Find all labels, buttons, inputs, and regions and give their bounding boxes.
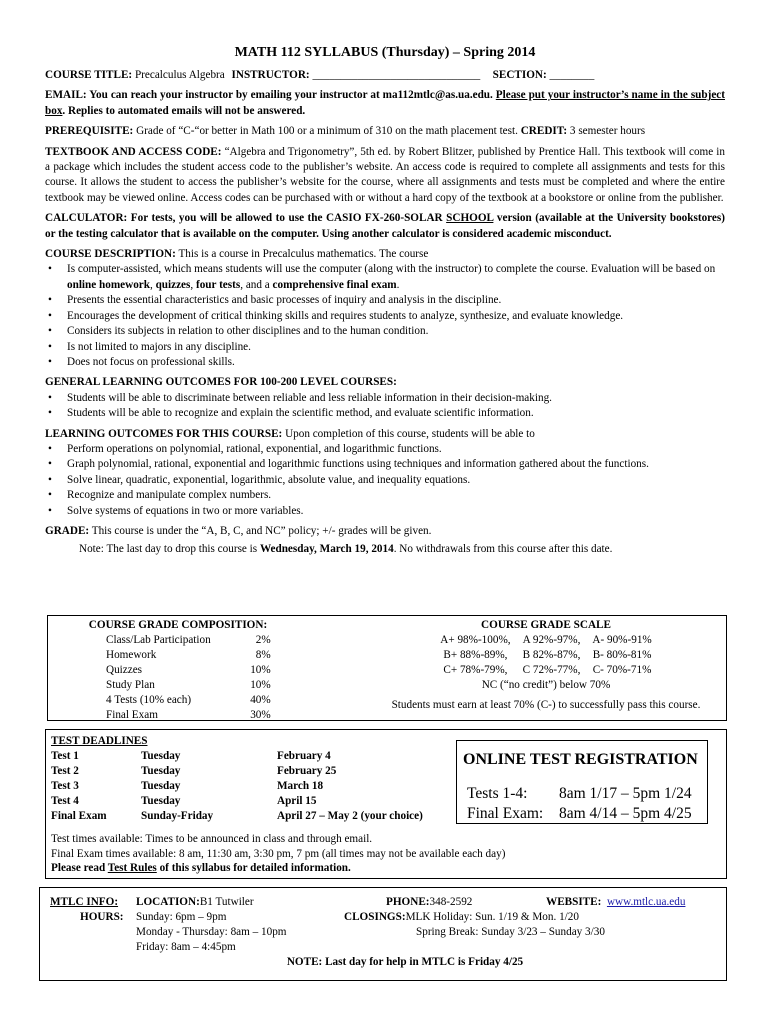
course-info-line [45, 68, 725, 83]
closings-mlk: MLK Holiday: Sun. 1/19 & Mon. 1/20 [405, 911, 579, 923]
list-item: • Solve systems of equations in two or more variables. [45, 504, 725, 519]
mtlc-row-1 [50, 895, 720, 910]
grade-label: GRADE: [45, 524, 90, 537]
prerequisite-text: Grade of “C-“or better in Math 100 or a minimum of 310 on the math placement test. [133, 125, 521, 138]
table-row: Class/Lab Participation 2% [106, 634, 271, 647]
list-item: • Is computer-assisted, which means students will use the computer (along with the instructor) to complete the course. Evaluation will be based on online homework, quizzes, four tests, and a comprehensive final exam. [45, 262, 725, 293]
online-test-registration [456, 740, 708, 824]
page-title: MATH 112 SYLLABUS (Thursday) – Spring 2014 [234, 45, 536, 60]
test-deadlines-box [45, 729, 727, 879]
prerequisite-label: PREREQUISITE: [45, 125, 134, 138]
test-rules-line: Please read Test Rules of this syllabus for detailed information. [51, 862, 351, 874]
table-row: 4 Tests (10% each) 40% [106, 694, 271, 707]
course-outcomes-intro: Upon completion of this course, students will be able to [282, 427, 535, 440]
mtlc-row-4 [50, 940, 720, 955]
location-label: LOCATION: [136, 896, 200, 908]
hours-sunday: Sunday: 6pm – 9pm [136, 911, 227, 923]
grade-policy [45, 524, 725, 539]
list-item: • Solve linear, quadratic, exponential, logarithmic, absolute value, and inequality equations. [45, 473, 725, 488]
list-item: • Students will be able to discriminate between reliable and less reliable information in their decision-making. [45, 391, 725, 406]
section-label: SECTION: [492, 69, 547, 81]
table-row: Test 2 Tuesday February 25 [51, 765, 337, 777]
credit-label: CREDIT: [520, 125, 568, 138]
drop-date: Wednesday, March 19, 2014 [259, 543, 394, 556]
description-list [45, 262, 725, 370]
table-row: Test 1 Tuesday February 4 [51, 750, 331, 762]
phone: 348-2592 [429, 896, 473, 908]
list-item: • Perform operations on polynomial, rational, exponential, and logarithmic functions. [45, 442, 725, 457]
table-row: B+ 88%-89%, B 82%-87%, B- 80%-81% [443, 649, 652, 662]
credit-text: 3 semester hours [567, 125, 646, 138]
list-item: • Does not focus on professional skills. [45, 355, 725, 370]
grade-scale [366, 618, 726, 713]
composition-table [106, 633, 271, 721]
calculator-paragraph [45, 211, 725, 242]
list-item: • Encourages the development of critical thinking skills and requires students to analyze, synthesize, and evaluate knowledge. [45, 309, 725, 324]
table-row: Final Exam Sunday-Friday April 27 – May 2 (your choice) [51, 810, 423, 822]
instructor-label: INSTRUCTOR: [231, 69, 310, 81]
table-row: Final Exam 30% [106, 709, 271, 721]
table-row: Study Plan 10% [106, 679, 271, 692]
mtlc-row-2 [50, 910, 720, 925]
section-blank: ________ [549, 69, 595, 81]
grade-composition [58, 618, 358, 721]
list-item: • Considers its subjects in relation to other disciplines and to the human condition. [45, 324, 725, 339]
deadlines-table [51, 749, 423, 824]
website-link[interactable]: www.mtlc.ua.edu [606, 896, 686, 908]
table-row: Test 3 Tuesday March 18 [51, 780, 324, 792]
composition-heading: COURSE GRADE COMPOSITION: [88, 619, 268, 631]
general-outcomes [45, 375, 725, 421]
registration-tests-row: Tests 1-4: 8am 1/17 – 5pm 1/24 [467, 785, 692, 802]
syllabus-page [45, 44, 725, 562]
email-subject-instruction: Please put your instructor’s name in the subject box [45, 89, 726, 117]
grade-text: This course is under the “A, B, C, and NC” policy; +/- grades will be given. [89, 524, 432, 537]
mtlc-last-day-note: NOTE: Last day for help in MTLC is Friday 4/25 [286, 956, 524, 968]
test-rules-link[interactable]: Test Rules [107, 862, 157, 874]
drop-note: Note: The last day to drop this course is Wednesday, March 19, 2014. No withdrawals from this course after this date. [79, 543, 613, 556]
test-times [51, 832, 505, 876]
location: B1 Tutwiler [199, 896, 254, 908]
course-title-label: COURSE TITLE: [45, 69, 133, 81]
table-row: C+ 78%-79%, C 72%-77%, C- 70%-71% [443, 664, 652, 677]
nc-line: NC (“no credit”) below 70% [481, 679, 611, 692]
registration-final-row: Final Exam: 8am 4/14 – 5pm 4/25 [467, 805, 692, 822]
course-outcomes [45, 427, 725, 519]
scale-table [434, 633, 657, 678]
closings-spring-break: Spring Break: Sunday 3/23 – Sunday 3/30 [416, 926, 605, 938]
list-item: • Is not limited to majors in any discipline. [45, 340, 725, 355]
list-item: • Recognize and manipulate complex numbers. [45, 488, 725, 503]
description-label: COURSE DESCRIPTION: [45, 248, 176, 261]
mtlc-info-box [39, 887, 727, 981]
table-row: A+ 98%-100%, A 92%-97%, A- 90%-91% [440, 634, 652, 647]
course-title: Precalculus Algebra [134, 69, 225, 81]
textbook-paragraph [45, 145, 725, 207]
mtlc-row-3 [50, 925, 720, 940]
calculator-school: SCHOOL [446, 212, 494, 225]
pass-requirement: Students must earn at least 70% (C-) to successfully pass this course. [391, 698, 701, 711]
prerequisite-paragraph [45, 124, 725, 139]
email-rest: . Replies to automated emails will not be answered. [62, 104, 306, 117]
test-times-line: Test times available: Times to be announced in class and through email. [51, 833, 373, 845]
list-item: • Students will be able to recognize and explain the scientific method, and evaluate scientific information. [45, 406, 725, 421]
mtlc-info-label: MTLC INFO: [50, 896, 119, 908]
course-outcomes-label: LEARNING OUTCOMES FOR THIS COURSE: [45, 427, 283, 440]
closings-label: CLOSINGS: [344, 911, 406, 923]
hours-friday: Friday: 8am – 4:45pm [136, 941, 236, 953]
calculator-text-1: CALCULATOR: For tests, you will be allowed to use the CASIO FX-260-SOLAR [45, 212, 447, 225]
instructor-blank: ______________________________ [312, 69, 481, 81]
hours-weekday: Monday - Thursday: 8am – 10pm [136, 926, 287, 938]
email-paragraph [45, 88, 725, 119]
table-row: Test 4 Tuesday April 15 [51, 795, 317, 807]
table-row: Quizzes 10% [106, 664, 271, 677]
deadlines-heading: TEST DEADLINES [51, 735, 148, 747]
list-item: • Graph polynomial, rational, exponential and logarithmic functions using techniques and information gathered about the functions. [45, 457, 725, 472]
general-outcomes-label: GENERAL LEARNING OUTCOMES FOR 100-200 LEVEL COURSES: [45, 376, 397, 389]
grade-composition-box [47, 615, 727, 721]
registration-heading: ONLINE TEST REGISTRATION [463, 751, 698, 768]
textbook-text: “Algebra and Trigonometry”, 5th ed. by Robert Blitzer, published by Prentice Hall. This textbook will come in a package which includes the student access code to the publisher’s website. An access code is required to complete all assignments and tests for this course. It allows the student to access the publisher’s website for the course, where all assignments and tests must be completed and where the entire textbook may be viewed online. Access codes can be purchased with or without a hard copy of the textbook at a bookstore or online from the publisher. [45, 145, 725, 204]
hours-label: HOURS: [80, 911, 124, 923]
phone-label: PHONE: [386, 896, 430, 908]
textbook-label: TEXTBOOK AND ACCESS CODE: [45, 145, 222, 158]
list-item: • Presents the essential characteristics and basic processes of inquiry and analysis in the discipline. [45, 293, 725, 308]
table-row: Homework 8% [106, 649, 271, 662]
description-intro: This is a course in Precalculus mathematics. The course [175, 248, 429, 261]
website-label: WEBSITE: [546, 896, 602, 908]
scale-heading: COURSE GRADE SCALE [481, 619, 611, 631]
calculator-text-2: version (available at the University bookstores) or the testing calculator that is available on the computer. Using another calculator is considered academic misconduct. [45, 212, 725, 240]
email-text: EMAIL: You can reach your instructor by emailing your instructor at ma112mtlc@as.ua.edu. [45, 89, 496, 102]
course-description [45, 247, 725, 370]
final-times-line: Final Exam times available: 8 am, 11:30 am, 3:30 pm, 7 pm (all times may not be available each day) [51, 847, 506, 860]
